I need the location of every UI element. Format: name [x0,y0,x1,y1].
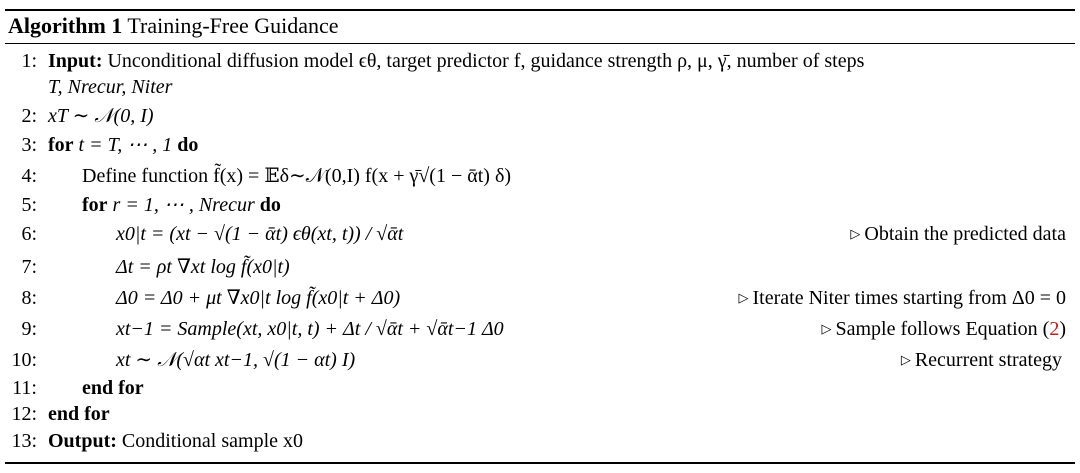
line-comment [739,284,1067,314]
algo-line-1 [0,47,1080,75]
line-number: 4: [21,165,37,187]
comment-triangle-icon: ▷ [850,226,861,241]
line-number: 7: [21,256,37,278]
algorithm-name: Training-Free Guidance [127,13,339,38]
line-text: Define function f̃(x) = 𝔼δ∼𝒩(0,I) f(x + γ̄√(1 − ᾱt) δ) [82,165,512,187]
algo-line-13 [0,427,1080,455]
comment-text: Obtain the predicted data [864,223,1066,245]
line-text: xt ∼ 𝒩(√αt xt−1, √(1 − αt) I) [116,349,356,371]
comment-text: Sample follows Equation ( [835,318,1050,340]
line-number: 3: [21,134,37,156]
line-number: 13: [11,430,37,452]
line-text: x0|t = (xt − √(1 − ᾱt) ϵθ(xt, t)) / √ᾱt [116,223,404,245]
comment-triangle-icon: ▷ [821,321,832,336]
line-number: 2: [21,105,37,127]
title-rule [5,43,1075,44]
bottom-rule [5,462,1075,464]
line-comment [821,315,1066,345]
comment-text-end: ) [1059,318,1066,340]
algo-line-9 [0,315,1080,343]
line-text: T, Nrecur, Niter [48,76,173,98]
line-number: 8: [21,287,37,309]
line-number: 12: [11,403,37,425]
line-body [48,47,864,75]
algo-line-6 [0,220,1080,248]
line-comment [901,346,1062,376]
line-number: 5: [21,194,37,216]
keyword: for [48,134,74,156]
line-number: 1: [21,50,37,72]
keyword: for [82,194,108,216]
algo-line-3 [0,131,1080,159]
keyword: do [177,134,199,156]
algo-line-1-continuation [0,73,1080,101]
algo-line-11 [0,374,1080,402]
comment-triangle-icon: ▷ [900,352,911,367]
algorithm-label: Algorithm 1 [8,13,123,38]
line-text: Unconditional diffusion model ϵθ, target predictor f, guidance strength ρ, μ, γ̄, number of steps [102,50,865,72]
line-body [82,191,281,219]
line-number: 9: [21,318,37,340]
line-body [48,131,198,159]
line-comment [850,220,1066,250]
algo-line-4 [0,162,1080,190]
line-number: 11: [12,377,37,399]
comment-text: Iterate Niter times starting from Δ0 = 0 [752,287,1066,309]
comment-triangle-icon: ▷ [738,290,749,305]
algo-line-5 [0,191,1080,219]
algo-line-8 [0,284,1080,312]
algo-line-2 [0,102,1080,130]
line-text: Δ0 = Δ0 + μt ∇x0|t log f̃(x0|t + Δ0) [116,287,401,309]
equation-ref-link[interactable]: 2 [1049,318,1060,340]
keyword: end for [48,403,110,425]
algo-line-12 [0,400,1080,428]
line-text: t = T, ⋯ , 1 [73,134,178,156]
line-number: 6: [21,223,37,245]
keyword: end for [82,377,144,399]
keyword: Output: [48,430,117,452]
algo-line-7 [0,253,1080,281]
keyword: Input: [48,50,103,72]
line-text: r = 1, ⋯ , Nrecur [107,194,260,216]
comment-text: Recurrent strategy [914,349,1062,371]
line-body [48,427,303,455]
line-number: 10: [11,349,37,371]
algorithm-title [8,9,339,43]
line-text: xT ∼ 𝒩(0, I) [48,105,154,127]
line-text: Δt = ρt ∇xt log f̃(x0|t) [116,256,290,278]
keyword: do [259,194,281,216]
algo-line-10 [0,346,1080,374]
line-text: xt−1 = Sample(xt, x0|t, t) + Δt / √ᾱt + √ᾱt−1 Δ0 [116,318,504,340]
line-text: Conditional sample x0 [116,430,303,452]
